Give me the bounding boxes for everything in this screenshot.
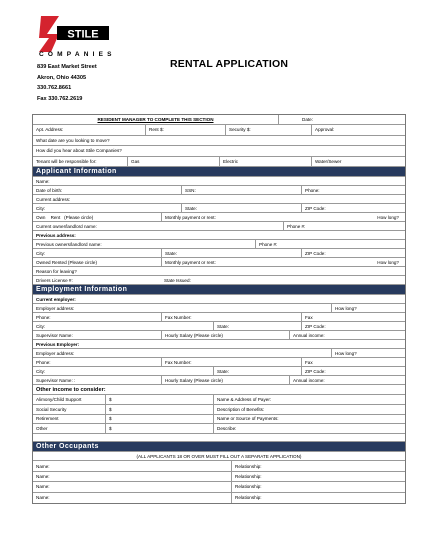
company-logo xyxy=(37,12,137,58)
own-rent-choice[interactable] xyxy=(33,213,161,221)
current-employer-label: Current employer: xyxy=(36,296,76,302)
owner-name-label: Current owner/landlord name: xyxy=(36,223,97,229)
applicant-heading: Applicant Information xyxy=(36,168,117,176)
prev-how-long-label: How long? xyxy=(377,259,399,265)
prev-employer-zip-label: ZIP Code: xyxy=(305,368,326,374)
dollar-sign: $ xyxy=(109,425,112,431)
license-label: Drivers License #: xyxy=(36,277,73,283)
page-title: RENTAL APPLICATION xyxy=(170,58,289,70)
pay-type-choice[interactable]: Hourly Salary (Please circle) xyxy=(161,331,289,339)
tenant-responsible-label: Tenant will be responsible for: xyxy=(36,159,97,165)
rent-field[interactable] xyxy=(145,125,225,135)
occupant-relationship-label: Relationship: xyxy=(235,463,262,469)
employer-fax-field[interactable] xyxy=(301,313,405,321)
street: 839 East Market Street xyxy=(37,64,97,70)
apt-label: Apt. Address: xyxy=(36,127,64,133)
prev-employer-fax-label: Fax xyxy=(305,359,313,365)
dollar-sign: $ xyxy=(109,406,112,412)
prev-employer-how-long-field[interactable] xyxy=(331,349,405,357)
phone-field[interactable] xyxy=(301,186,405,194)
prev-phone-field[interactable] xyxy=(255,240,405,248)
income-detail-field[interactable] xyxy=(213,424,405,433)
zip-label: ZIP Code: xyxy=(305,205,326,211)
income-amount-field[interactable] xyxy=(105,424,213,433)
zip-field[interactable] xyxy=(301,204,405,212)
dob-label: Date of birth: xyxy=(36,187,63,193)
prev-annual-income-field[interactable] xyxy=(289,376,405,384)
prev-employer-how-long-label: How long? xyxy=(335,350,357,356)
current-address-label: Current address: xyxy=(36,196,71,202)
employer-phone-label: Phone: xyxy=(36,314,51,320)
state-issued-field[interactable] xyxy=(161,276,405,284)
hear-about-label: How did you hear about Stile Companies? xyxy=(36,148,122,154)
reason-field[interactable] xyxy=(33,267,405,275)
prev-pay-type-choice[interactable]: Hourly Salary (Please circle) xyxy=(161,376,289,384)
name-field[interactable] xyxy=(33,177,405,185)
move-date-label: What date are you looking to move? xyxy=(36,137,110,143)
occupant-name-field[interactable] xyxy=(33,493,231,503)
electric-option[interactable]: Electric xyxy=(219,157,311,167)
employer-city-label: City: xyxy=(36,323,46,329)
city-line: Akron, Ohio 44305 xyxy=(37,74,87,81)
annual-income-label: Annual income: xyxy=(293,332,325,338)
occupant-name-field[interactable] xyxy=(33,482,231,491)
circle-note: (Please circle) xyxy=(64,214,94,220)
current-employer-field[interactable] xyxy=(33,295,405,303)
employer-zip-field[interactable] xyxy=(301,322,405,330)
employer-phone-field[interactable] xyxy=(33,313,161,321)
occupant-name-label: Name: xyxy=(36,463,50,469)
income-row-label: Other xyxy=(36,425,48,431)
occupant-relationship-field[interactable] xyxy=(231,461,405,470)
move-date-field[interactable] xyxy=(33,136,405,146)
occupant-name-label: Name: xyxy=(36,473,50,479)
occupant-name-label: Name: xyxy=(36,484,50,490)
income-detail-label: Description of Benefits: xyxy=(217,406,265,412)
occupant-name-field[interactable] xyxy=(33,461,231,470)
how-long-label: How long? xyxy=(377,214,399,220)
occupant-relationship-label: Relationship: xyxy=(235,495,262,501)
prev-zip-label: ZIP Code: xyxy=(305,250,326,256)
employer-city-field[interactable] xyxy=(33,322,213,330)
income-detail-label: Name or Source of Payments: xyxy=(217,416,279,422)
application-form xyxy=(32,114,406,504)
name-label: Name: xyxy=(36,178,50,184)
prev-owner-label: Previous owners/landlord name: xyxy=(36,241,102,247)
employer-how-long-label: How long? xyxy=(335,305,357,311)
occupant-relationship-field[interactable] xyxy=(231,482,405,491)
prev-state-label: State: xyxy=(165,250,178,256)
employer-address-label: Employer address: xyxy=(36,305,75,311)
ssn-field[interactable] xyxy=(181,186,301,194)
security-field[interactable] xyxy=(225,125,311,135)
how-long-field[interactable] xyxy=(331,213,405,221)
employer-fax-number-label: Fax Number: xyxy=(165,314,192,320)
prev-phone-label: Phone #: xyxy=(259,241,278,247)
income-detail-label: Describe: xyxy=(217,425,237,431)
annual-income-field[interactable] xyxy=(289,331,405,339)
income-amount-field[interactable] xyxy=(105,415,213,424)
dob-field[interactable] xyxy=(33,186,181,194)
monthly-payment-field[interactable] xyxy=(161,213,331,221)
prev-employer-fax-number-field[interactable] xyxy=(161,358,301,366)
manager-heading: RESIDENT MANAGER TO COMPLETE THIS SECTION xyxy=(97,117,214,122)
previous-employer-field[interactable] xyxy=(33,340,405,348)
prev-annual-income-label: Annual income: xyxy=(293,377,325,383)
prev-city-field[interactable] xyxy=(33,249,161,257)
prev-employer-address-field[interactable] xyxy=(33,349,331,357)
city-label: City: xyxy=(36,205,46,211)
gas-option[interactable]: Gas xyxy=(127,157,219,167)
prev-employer-phone-label: Phone: xyxy=(36,359,51,365)
prev-employer-fax-number-label: Fax Number: xyxy=(165,359,192,365)
prev-employer-state-label: State: xyxy=(217,368,230,374)
income-amount-field[interactable] xyxy=(105,405,213,414)
prev-monthly-label: Monthly payment or rent: xyxy=(165,259,216,265)
previous-address-label: Previous address: xyxy=(36,232,76,238)
other-income-heading: Other income to consider: xyxy=(36,386,106,393)
income-amount-field[interactable] xyxy=(105,395,213,404)
dollar-sign: $ xyxy=(109,397,112,403)
supervisor-label: Supervisor Name: xyxy=(36,332,73,338)
rent-label: Rent $: xyxy=(149,127,164,133)
employer-state-field[interactable] xyxy=(213,322,301,330)
phone-label: Phone: xyxy=(305,187,320,193)
prev-supervisor-field[interactable] xyxy=(33,376,161,384)
occupant-relationship-label: Relationship: xyxy=(235,484,262,490)
occupants-note: (ALL APPLICANTS 18 OR OVER MUST FILL OUT A SEPARATE APPLICATION) xyxy=(136,453,302,459)
prev-employer-city-label: City: xyxy=(36,368,46,374)
income-detail-field[interactable] xyxy=(213,415,405,424)
approval-field[interactable] xyxy=(311,125,405,135)
employer-how-long-field[interactable] xyxy=(331,304,405,312)
occupant-relationship-field[interactable] xyxy=(231,493,405,503)
income-row-label: Alimony/Child Support xyxy=(36,397,82,403)
employer-fax-number-field[interactable] xyxy=(161,313,301,321)
city-field[interactable] xyxy=(33,204,181,212)
previous-employer-label: Previous Employer: xyxy=(36,341,80,347)
current-address-field[interactable] xyxy=(33,195,405,203)
apt-address-field[interactable] xyxy=(33,125,145,135)
prev-how-long-field[interactable] xyxy=(331,258,405,266)
income-detail-field[interactable] xyxy=(213,405,405,414)
state-label: State: xyxy=(185,205,198,211)
dollar-sign: $ xyxy=(109,416,112,422)
prev-state-field[interactable] xyxy=(161,249,301,257)
logo-text: STILE xyxy=(67,28,99,41)
employer-address-field[interactable] xyxy=(33,304,331,312)
state-field[interactable] xyxy=(181,204,301,212)
income-row-label: Retirement xyxy=(36,416,59,422)
manager-date-field[interactable] xyxy=(278,115,405,124)
company-address xyxy=(37,62,97,104)
occupant-relationship-field[interactable] xyxy=(231,472,405,481)
prev-employer-address-label: Employer address: xyxy=(36,350,75,356)
prev-employer-fax-field[interactable] xyxy=(301,358,405,366)
prev-monthly-field[interactable] xyxy=(161,258,331,266)
income-detail-field[interactable] xyxy=(213,395,405,404)
owner-phone-field[interactable] xyxy=(283,222,405,230)
prev-supervisor-label: Supervisor Name: : xyxy=(36,377,76,383)
reason-label: Reason for leaving? xyxy=(36,268,77,274)
water-option[interactable]: Water/Sewer xyxy=(311,157,405,167)
monthly-label: Monthly payment or rent: xyxy=(165,214,216,220)
income-row-label: Social Security xyxy=(36,406,67,412)
section-gap xyxy=(33,434,405,442)
occupants-heading: Other Occupants xyxy=(36,442,99,450)
license-field[interactable] xyxy=(33,276,161,284)
own-label: Own xyxy=(36,214,46,220)
prev-employer-phone-field[interactable] xyxy=(33,358,161,366)
prev-employer-zip-field[interactable] xyxy=(301,367,405,375)
security-label: Security $: xyxy=(229,127,251,133)
employer-state-label: State: xyxy=(217,323,230,329)
ssn-label: SSN: xyxy=(185,187,196,193)
logo-subtext: COMPANIES xyxy=(39,51,116,58)
owned-rented-choice[interactable]: Owned Rented (Please circle) xyxy=(36,259,98,265)
employer-fax-label: Fax xyxy=(305,314,313,320)
prev-city-label: City: xyxy=(36,250,46,256)
prev-zip-field[interactable] xyxy=(301,249,405,257)
employer-zip-label: ZIP Code: xyxy=(305,323,326,329)
prev-owner-field[interactable] xyxy=(33,240,255,248)
owner-name-field[interactable] xyxy=(33,222,283,230)
fax-line: Fax 330.762.2619 xyxy=(37,95,83,102)
approval-label: Approval: xyxy=(315,127,335,133)
occupant-name-field[interactable] xyxy=(33,472,231,481)
state-issued-label: State Issued: xyxy=(164,277,191,283)
prev-employer-city-field[interactable] xyxy=(33,367,213,375)
owner-phone-label: Phone #: xyxy=(287,223,306,229)
rent-option-label: Rent xyxy=(50,214,61,220)
occupant-relationship-label: Relationship: xyxy=(235,473,262,479)
prev-employer-state-field[interactable] xyxy=(213,367,301,375)
supervisor-field[interactable] xyxy=(33,331,161,339)
employment-heading: Employment Information xyxy=(36,286,128,294)
phone-line: 330.762.8661 xyxy=(37,85,72,92)
income-detail-label: Name & Address of Payer: xyxy=(217,397,272,403)
occupant-name-label: Name: xyxy=(36,495,50,501)
previous-address-field[interactable] xyxy=(33,231,405,239)
date-label: Date: xyxy=(302,117,313,122)
hear-about-field[interactable] xyxy=(33,146,405,156)
